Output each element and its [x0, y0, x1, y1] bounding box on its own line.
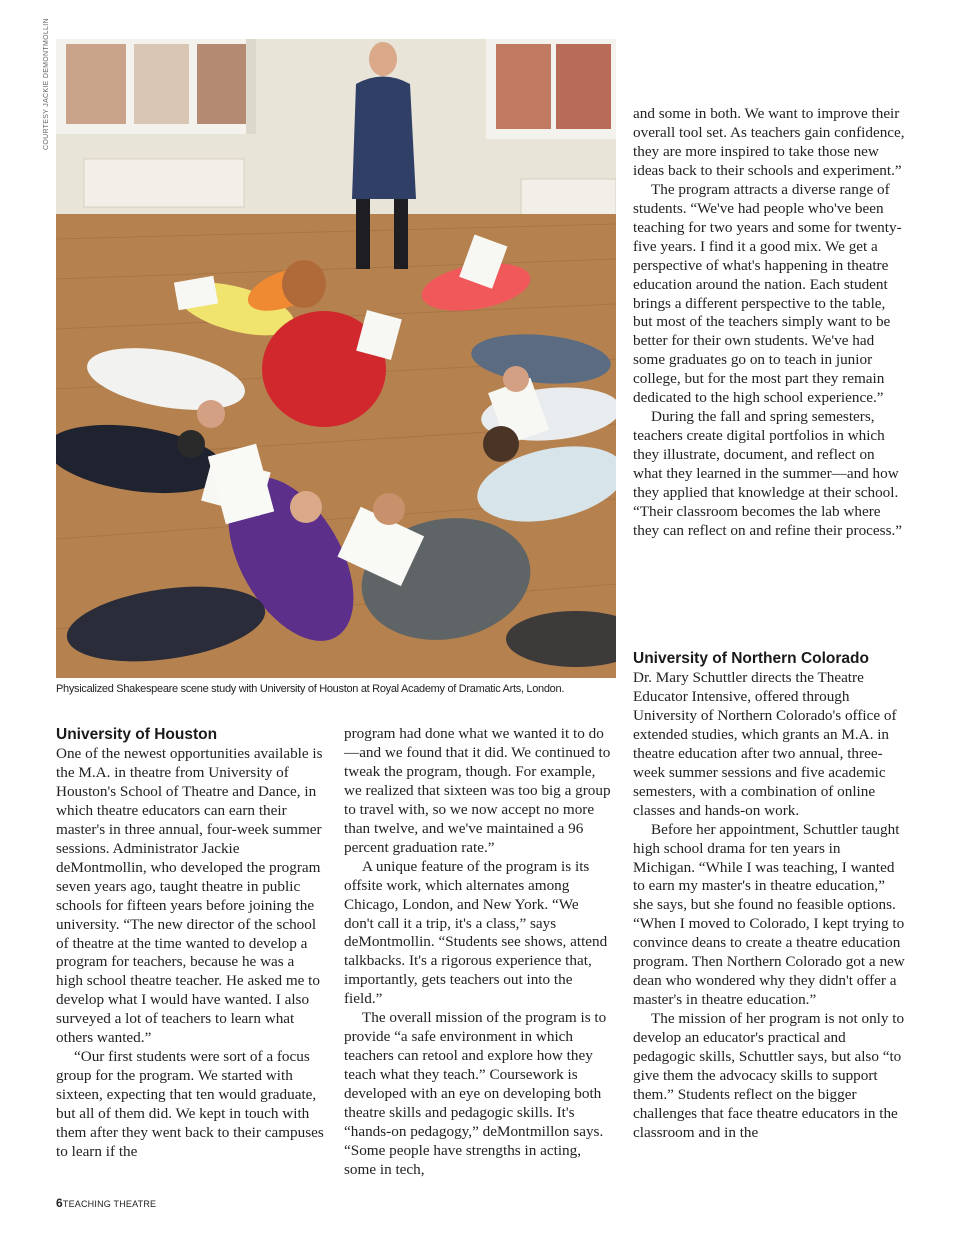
photo-caption: Physicalized Shakespeare scene study with University of Houston at Royal Academy of Dramatic Arts, London. — [56, 683, 565, 695]
photo-credit: COURTESY JACKIE DEMONTMOLLIN — [43, 18, 50, 150]
paragraph: The mission of her program is not only to develop an educator's practical and pedagogic skills, Schuttler says, but also “to give them the advocacy skills to support them.” Students reflect on the bigger challenges that face theatre educators in the classroom and in the — [633, 1010, 905, 1141]
paragraph: Dr. Mary Schuttler directs the Theatre Educator Intensive, offered through University of Northern Colorado's office of extended studies, which grants an M.A. in theatre education after two annual, three-week summer sessions and five academic semesters, with a combination of online classes and hands-on work. — [633, 669, 897, 819]
paragraph: and some in both. We want to improve their overall tool set. As teachers gain confidence, they are more inspired to take those new ideas back to their schools and experiment.” — [633, 105, 905, 179]
page-number: 6 — [56, 1196, 63, 1210]
photo — [56, 39, 616, 678]
photo-illustration — [56, 39, 616, 678]
page-footer — [56, 1196, 156, 1210]
paragraph: One of the newest opportunities available is the M.A. in theatre from University of Houston's School of Theatre and Dance, in which theatre educators can earn their master's in three annual, four-week summer sessions. Administrator Jackie deMontmollin, who developed the program seven years ago, taught theatre in public schools for fifteen years before joining the university. “The new director of the school of theatre at the time wanted to develop a program for teachers, because he was a high school theatre teacher. He asked me to develop what I would have wanted. I also surveyed a lot of teachers to learn what others wanted.” — [56, 745, 323, 1047]
column-3-top — [633, 105, 905, 541]
column-3-bottom — [633, 649, 905, 1143]
paragraph: program had done what we wanted it to do—and we found that it did. We continued to tweak the program, though. For example, we realized that sixteen was too big a group to travel with, so we now accept no more than twelve, and we've maintained a 96 percent graduation rate.” — [344, 725, 611, 856]
paragraph: The program attracts a diverse range of students. “We've had people who've been teaching for two years and some for twenty-five years. I find it a good mix. We get a perspective of what's happening in theatre education around the nation. Each student brings a different perspective to the table, but most of the teachers simply want to be better for their own students. We've had some graduates go on to teach in junior college, but for the most part they remain dedicated to the high school experience.” — [633, 180, 902, 407]
section-heading-houston: University of Houston — [56, 726, 218, 743]
paragraph: A unique feature of the program is its offsite work, which alternates among Chicago, London, and New York. “We don't call it a trip, it's a class,” says deMontmollin. “Students see shows, attend talkbacks. It's a rigorous experience that, importantly, gets teachers out into the field.” — [344, 857, 608, 1008]
paragraph: “Our first students were sort of a focus group for the program. We started with sixteen, expecting that ten would graduate, but all of them did. We kept in touch with them after they went back to their campuses to learn if the — [56, 1048, 324, 1161]
section-heading-northern-colorado: University of Northern Colorado — [633, 650, 869, 667]
paragraph: Before her appointment, Schuttler taught high school drama for ten years in Michigan. “While I was teaching, I wanted to earn my master's in theatre education,” she says, but she found no feasible options. “When I moved to Colorado, I kept trying to convince deans to create a theatre education program. Then Northern Colorado got a new dean who wondered why they didn't offer a master's in theatre education.” — [633, 820, 905, 1009]
paragraph: The overall mission of the program is to provide “a safe environment in which teachers can retool and explore how they teach what they teach.” Coursework is developed with an eye on developing both theatre skills and pedagogic skills. It's “hands-on pedagogy,” deMontmillon says. “Some people have strengths in acting, some in tech, — [344, 1009, 607, 1178]
publication-name: TEACHING THEATRE — [62, 1199, 157, 1209]
column-2 — [344, 725, 612, 1180]
column-1 — [56, 725, 324, 1162]
paragraph: During the fall and spring semesters, teachers create digital portfolios in which they illustrate, document, and reflect on what they learned in the summer—and how they applied that knowledge at their school. “Their classroom becomes the lab where they can reflect on and refine their process.” — [633, 408, 903, 539]
